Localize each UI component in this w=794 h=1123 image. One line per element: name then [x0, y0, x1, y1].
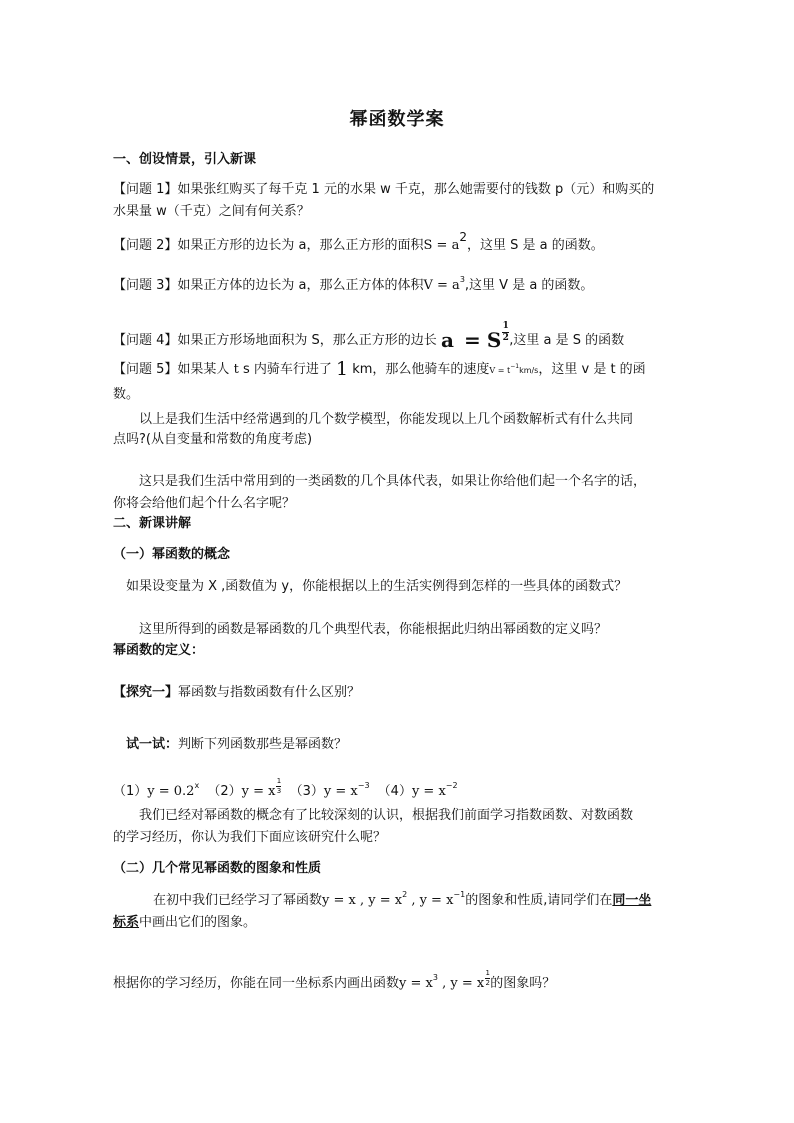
exercise-4-exponent: −2: [445, 781, 458, 790]
paragraph-4-text-b: 的图象和性质,请同学们在: [465, 893, 613, 908]
try-it-label: 试一试：: [126, 737, 179, 752]
question-1-label: 【问题 1】: [113, 182, 178, 197]
question-2-exponent: 2: [459, 230, 467, 244]
question-5-variable-t: t: [233, 362, 239, 377]
question-4-text-b: ,这里 a 是 S 的函数: [509, 333, 625, 348]
paragraph-4-exponent-1: 2: [402, 890, 408, 899]
explore-1-label: 【探究一】: [113, 685, 179, 700]
question-5-text-d: ，这里 v 是 t 的函: [538, 362, 646, 377]
paragraph-4-formula-2: , y = x: [407, 893, 454, 908]
section-1-heading: 一、创设情景，引入新课: [113, 152, 257, 167]
question-4-label: 【问题 4】: [113, 333, 178, 348]
exercise-2-exponent-numerator: 1: [276, 777, 282, 785]
question-2-text-b: ，这里 S 是 a 的函数。: [466, 238, 604, 253]
exercise-4: [377, 781, 458, 799]
question-5-text-b: s 内骑车行进了: [242, 362, 332, 377]
question-3-text-a: 如果正方体的边长为 a，那么正方体的体积: [177, 278, 424, 293]
explore-1: [113, 683, 360, 703]
question-3-formula: V = a: [423, 278, 460, 293]
question-5-text-c: km，那么他骑车的速度: [352, 362, 490, 377]
try-it: [126, 735, 347, 755]
exercise-1-number: （1）: [113, 784, 148, 799]
exercise-1: [113, 781, 200, 799]
question-3-label: 【问题 3】: [113, 278, 178, 293]
paragraph-5-exponent-1: 3: [432, 973, 438, 982]
question-4-exponent-denominator: 2: [502, 333, 509, 343]
exercise-2: [207, 777, 282, 799]
question-4-text-a: 如果正方形场地面积为 S，那么正方形的边长: [177, 333, 437, 348]
exercise-1-exponent: x: [194, 781, 200, 790]
paragraph-2-line-2: 你将会给他们起个什么名字呢？: [113, 496, 296, 511]
exercise-2-formula: y = x: [241, 784, 276, 799]
explore-1-text: 幂函数与指数函数有什么区别？: [178, 685, 361, 700]
paragraph-5-text-a: 根据你的学习经历，你能在同一坐标系内画出函数: [113, 976, 400, 991]
question-2-label: 【问题 2】: [113, 238, 178, 253]
question-1-line-1: [113, 180, 654, 200]
try-it-text: 判断下列函数那些是幂函数？: [178, 737, 348, 752]
question-5-line-2: 数。: [113, 387, 140, 402]
paragraph-5-exponent-numerator: 1: [485, 969, 490, 977]
question-3: [113, 276, 593, 296]
exercise-3-number: （3）: [289, 784, 324, 799]
paragraph-4-exponent-2: −1: [453, 890, 466, 899]
question-2: [113, 230, 604, 256]
paragraph-1-line-2: 点吗?(从自变量和常数的角度考虑): [113, 432, 313, 447]
question-3-text-b: ,这里 V 是 a 的函数。: [464, 278, 594, 293]
question-5-text-a: 如果某人: [177, 362, 230, 377]
question-5-line-1: [113, 359, 646, 381]
paragraph-4-line-1: [153, 891, 651, 911]
paragraph-variables: 如果设变量为 X ,函数值为 y，你能根据以上的生活实例得到怎样的一些具体的函数式？: [126, 579, 628, 594]
section-2-heading: 二、新课讲解: [113, 516, 192, 531]
paragraph-4-line-2: [113, 913, 256, 933]
paragraph-5-exponent-denominator: 2: [485, 979, 490, 987]
paragraph-5-text-b: 的图象吗？: [490, 976, 556, 991]
paragraph-4-line-2-text: 中画出它们的图象。: [139, 915, 257, 930]
question-5-distance: 1: [335, 358, 349, 380]
question-5-formula: V = t: [489, 366, 511, 375]
paragraph-4-formula-1: y = x , y = x: [322, 893, 403, 908]
exercise-3-formula: y = x: [323, 784, 358, 799]
exercise-1-formula: y = 0.2: [147, 784, 195, 799]
paragraph-5: [113, 970, 555, 994]
paragraph-4-underlined-2: 标系: [113, 915, 140, 930]
question-4-equals: =: [464, 328, 481, 352]
question-5-unit: km/s: [519, 366, 539, 375]
question-3-exponent: 3: [459, 275, 465, 284]
subsection-2-heading: （二）几个常见幂函数的图象和性质: [113, 861, 322, 876]
exercise-2-exponent-denominator: 3: [276, 787, 282, 795]
question-4: [113, 322, 624, 351]
paragraph-4-text-a: 在初中我们已经学习了幂函数: [153, 893, 323, 908]
exercise-list: [113, 778, 458, 802]
paragraph-definition-prompt: 这里所得到的函数是幂函数的几个典型代表，你能根据此归纳出幂函数的定义吗？: [139, 622, 608, 637]
question-2-formula: S = a: [423, 238, 460, 253]
exercise-4-formula: y = x: [411, 784, 446, 799]
paragraph-4-underlined: 同一坐: [612, 893, 652, 908]
exercise-3: [289, 781, 370, 799]
question-1-text: 如果张红购买了每千克 1 元的水果 w 千克，那么她需要付的钱数 p（元）和购买的: [177, 182, 655, 197]
exercise-4-number: （4）: [377, 784, 412, 799]
question-4-exponent-numerator: 1: [502, 321, 509, 331]
exercise-2-number: （2）: [207, 784, 242, 799]
question-1-line-2: 水果量 w（千克）之间有何关系？: [113, 204, 310, 219]
question-4-variable-s: S: [486, 328, 502, 352]
paragraph-5-formula-1: y = x: [399, 976, 433, 991]
question-2-text-a: 如果正方形的边长为 a，那么正方形的面积: [177, 238, 424, 253]
paragraph-1-line-1: 以上是我们生活中经常遇到的几个数学模型，你能发现以上几个函数解析式有什么共同: [139, 412, 634, 427]
exercise-3-exponent: −3: [357, 781, 370, 790]
subsection-1-heading: （一）幂函数的概念: [113, 547, 231, 562]
question-4-variable-a: a: [440, 328, 454, 352]
definition-label: 幂函数的定义：: [113, 643, 205, 658]
paragraph-3-line-2: 的学习经历，你认为我们下面应该研究什么呢？: [113, 830, 387, 845]
document-title: 幂函数学案: [349, 109, 445, 130]
paragraph-2-line-1: 这只是我们生活中常用到的一类函数的几个具体代表，如果让你给他们起一个名字的话，: [139, 474, 647, 489]
exercise-2-exponent-fraction: [276, 778, 281, 795]
question-5-exponent: −1: [510, 363, 520, 370]
question-5-label: 【问题 5】: [113, 362, 178, 377]
paragraph-5-formula-2: , y = x: [437, 976, 485, 991]
paragraph-3-line-1: 我们已经对幂函数的概念有了比较深刻的认识，根据我们前面学习指数函数、对数函数: [139, 808, 634, 823]
